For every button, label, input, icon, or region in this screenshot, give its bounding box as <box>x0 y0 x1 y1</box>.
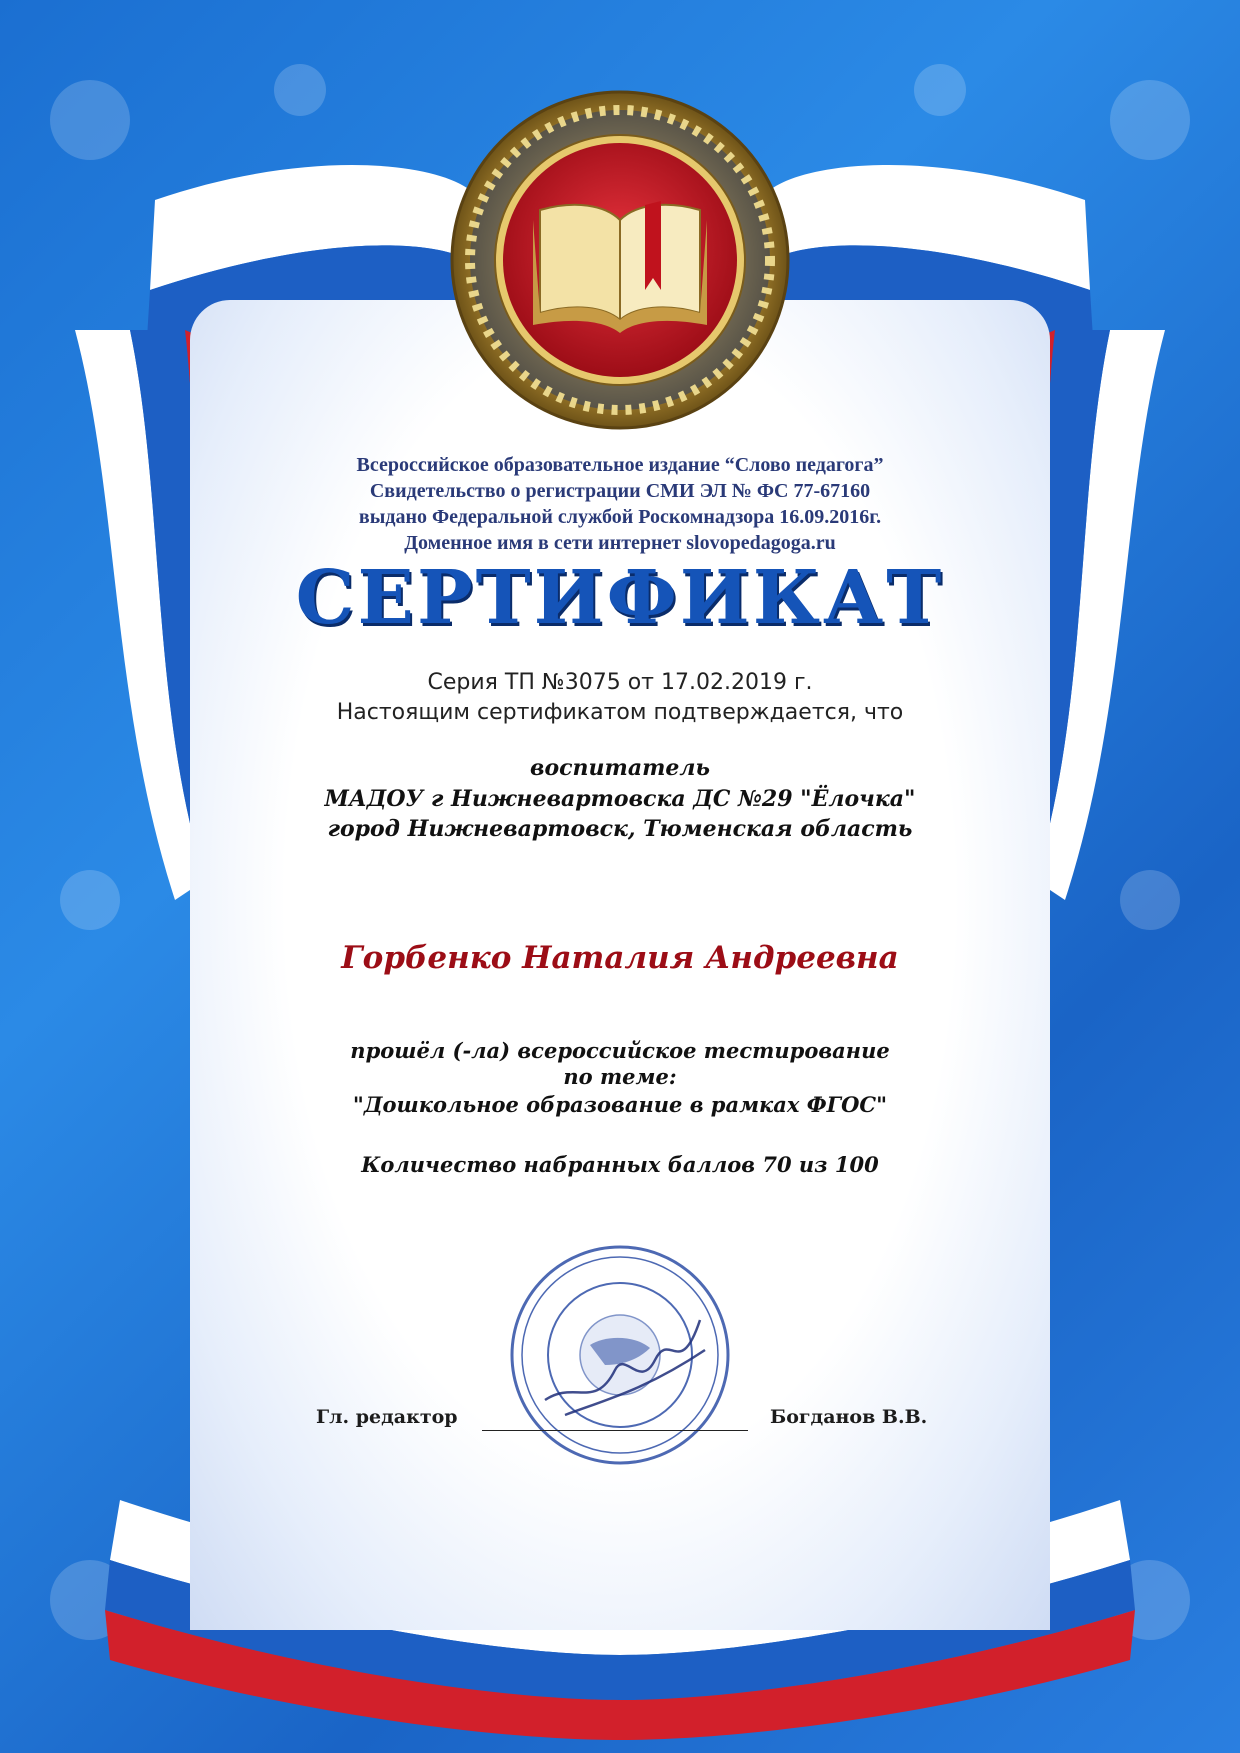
registration-info: Свидетельство о регистрации СМИ ЭЛ № ФС 77-67160 <box>369 480 871 502</box>
certificate-series: Серия ТП №3075 от 17.02.2019 г. <box>427 670 813 695</box>
open-book-icon <box>533 201 707 333</box>
confirmation-text: Настоящим сертификатом подтверждается, что <box>336 700 904 725</box>
recipient-position: воспитатель <box>530 755 710 781</box>
test-topic: "Дошкольное образование в рамках ФГОС" <box>352 1092 888 1117</box>
signature-name: Богданов В.В. <box>770 1406 928 1428</box>
publisher-name: Всероссийское образовательное издание “Слово педагога” <box>356 454 884 476</box>
domain-info: Доменное имя в сети интернет slovopedagoga.ru <box>404 532 836 554</box>
issuer-info: выдано Федеральной службой Роскомнадзора 16.09.2016г. <box>358 506 882 528</box>
test-description: прошёл (-ла) всероссийское тестирование <box>350 1038 890 1063</box>
recipient-name: Горбенко Наталия Андреевна <box>341 940 899 976</box>
test-topic-label: по теме: <box>563 1064 677 1089</box>
test-score: Количество набранных баллов 70 из 100 <box>361 1152 879 1177</box>
book-emblem <box>445 85 795 435</box>
certificate-title: СЕРТИФИКАТ <box>295 555 945 641</box>
recipient-organization: МАДОУ г Нижневартовска ДС №29 "Ёлочка" <box>324 786 916 812</box>
official-stamp <box>505 1240 735 1470</box>
signature-label: Гл. редактор <box>316 1406 458 1428</box>
signature-line <box>482 1430 748 1431</box>
recipient-location: город Нижневартовск, Тюменская область <box>327 816 913 842</box>
